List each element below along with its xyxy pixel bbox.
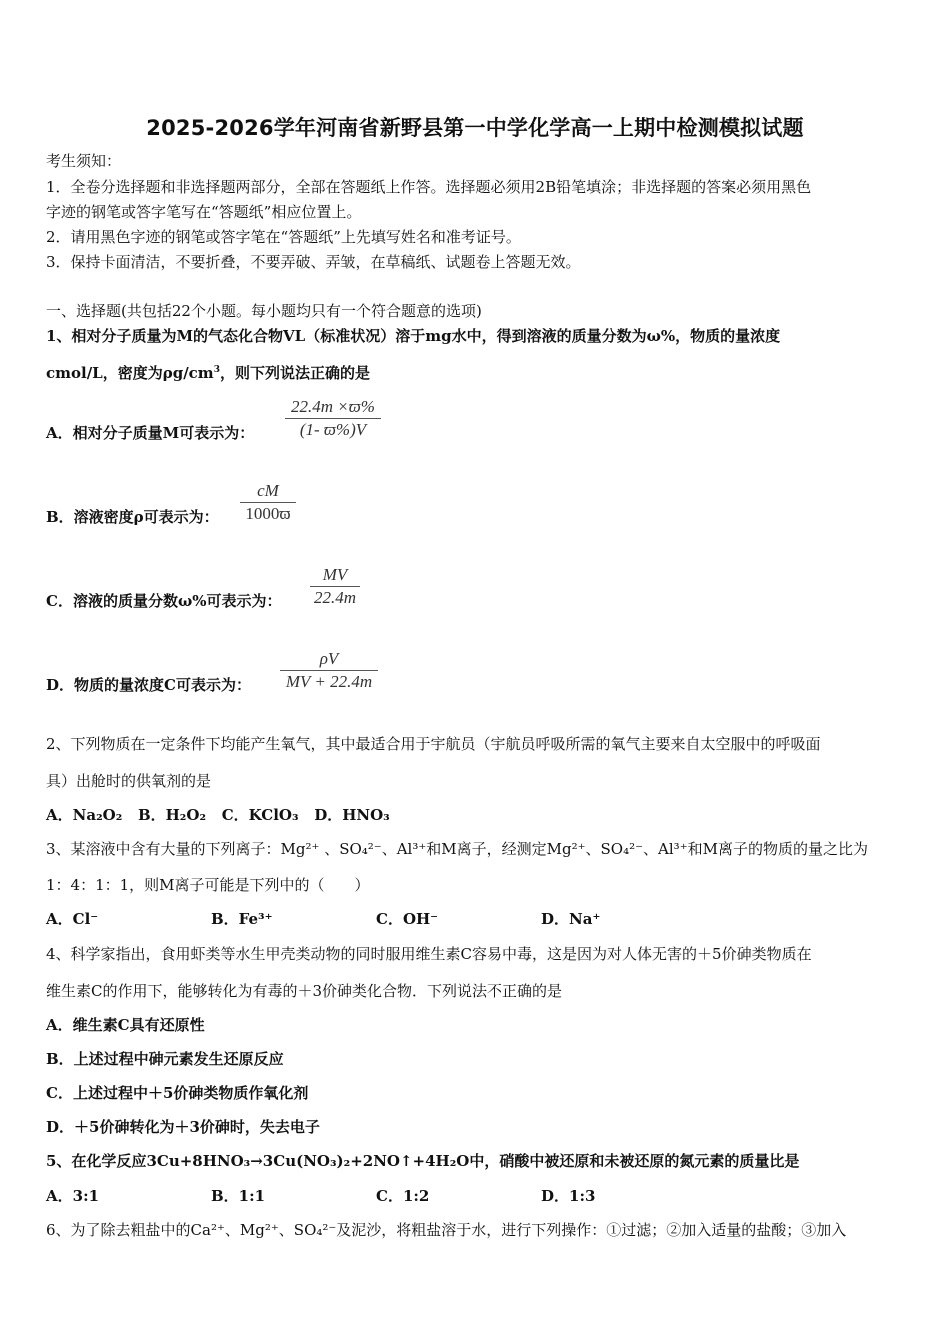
q1-option-c-label: C．溶液的质量分数ω%可表示为： [46,592,282,610]
notice-item-3: 3．保持卡面清洁，不要折叠，不要弄破、弄皱，在草稿纸、试题卷上答题无效。 [46,253,581,271]
q2-option-b: B．H₂O₂ [137,806,207,824]
q2-options [46,806,390,824]
q5-option-b: B．1:1 [211,1187,266,1205]
q1-option-b-label: B．溶液密度ρ可表示为： [46,508,219,526]
q1-option-a-label: A．相对分子质量M可表示为： [46,424,255,442]
q1-option-a-formula: 22.4m ×ϖ% (1- ϖ%)V [285,396,381,441]
q2-option-d: D．HNO₃ [314,806,390,824]
q3-stem-line2: 1：4：1：1，则M离子可能是下列中的（ ） [46,876,370,894]
q2-stem-line1: 2、下列物质在一定条件下均能产生氧气，其中最适合用于宇航员（宇航员呼吸所需的氧气主要来自太空服中的呼吸面 [46,735,821,753]
q2-option-a: A．Na₂O₂ [46,806,123,824]
notice-item-1: 1．全卷分选择题和非选择题两部分，全部在答题纸上作答。选择题必须用2B铅笔填涂；非选择题的答案必须用黑色 [46,178,812,196]
q3-option-a: A．Cl⁻ [46,910,99,928]
q2-option-c: C．KClO₃ [221,806,299,824]
q1-option-d-label: D．物质的量浓度C可表示为： [46,676,251,694]
notice-item-2: 2．请用黑色字迹的钢笔或答字笔在“答题纸”上先填写姓名和准考证号。 [46,228,521,246]
q5-options [46,1187,706,1205]
q1-stem-line1: 1、相对分子质量为M的气态化合物VL（标准状况）溶于mg水中，得到溶液的质量分数为ω%，物质的量浓度 [46,327,781,345]
q1-option-b-formula: cM 1000ϖ [240,480,296,525]
q4-stem-line2: 维生素C的作用下，能够转化为有毒的＋3价砷类化合物．下列说法不正确的是 [46,982,563,1000]
page-title: 2025-2026学年河南省新野县第一中学化学高一上期中检测模拟试题 [146,116,804,140]
q4-option-b: B．上述过程中砷元素发生还原反应 [46,1050,284,1068]
q3-option-b: B．Fe³⁺ [211,910,273,928]
q3-option-c: C．OH⁻ [376,910,439,928]
q4-option-d: D．＋5价砷转化为＋3价砷时，失去电子 [46,1118,320,1136]
q4-option-a: A．维生素C具有还原性 [46,1016,205,1034]
q4-stem-line1: 4、科学家指出，食用虾类等水生甲壳类动物的同时服用维生素C容易中毒，这是因为对人体无害的＋5价砷类物质在 [46,945,812,963]
q1-stem-line2: cmol/L，密度为$\rho g/cm^3$，则下列说法正确的是 [46,364,370,382]
q3-option-d: D．Na⁺ [541,910,601,928]
q6-stem: 6、为了除去粗盐中的Ca²⁺、Mg²⁺、SO₄²⁻及泥沙，将粗盐溶于水，进行下列操作：①过滤；②加入适量的盐酸；③加入 [46,1221,847,1239]
q1-option-c-formula: MV 22.4m [310,564,360,609]
q5-option-d: D．1:3 [541,1187,596,1205]
q3-options [46,910,706,928]
section-heading: 一、选择题(共包括22个小题。每小题均只有一个符合题意的选项) [46,302,482,320]
notice-heading: 考生须知： [46,152,122,170]
q5-stem: 5、在化学反应3Cu+8HNO₃→3Cu(NO₃)₂+2NO↑+4H₂O中，硝酸中被还原和未被还原的氮元素的质量比是 [46,1152,800,1170]
q3-stem-line1: 3、某溶液中含有大量的下列离子：Mg²⁺ 、SO₄²⁻、Al³⁺和M离子，经测定Mg²⁺、SO₄²⁻、Al³⁺和M离子的物质的量之比为 [46,840,868,858]
q4-option-c: C．上述过程中＋5价砷类物质作氧化剂 [46,1084,309,1102]
q5-option-c: C．1:2 [376,1187,430,1205]
notice-item-1-cont: 字迹的钢笔或答字笔写在“答题纸”相应位置上。 [46,203,362,221]
q5-option-a: A．3:1 [46,1187,100,1205]
q1-option-d-formula: ρV MV + 22.4m [280,648,378,693]
q2-stem-line2: 具）出舱时的供氧剂的是 [46,772,212,790]
